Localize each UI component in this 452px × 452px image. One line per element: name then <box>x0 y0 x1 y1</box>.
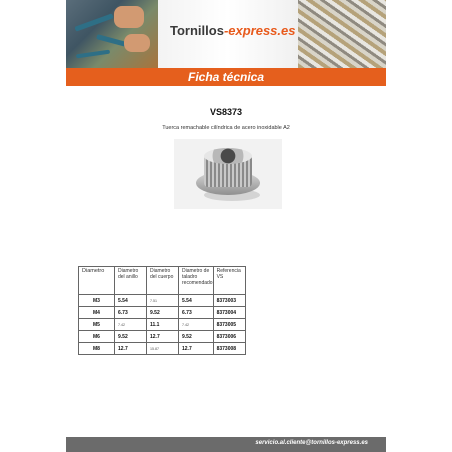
cell-ring: 12.7 <box>115 343 147 355</box>
cell-drill: 7.42 <box>179 319 214 331</box>
cell-body: 7.51 <box>147 295 179 307</box>
header-banner-image <box>66 0 386 68</box>
cell-drill: 9.52 <box>179 331 214 343</box>
product-code: VS8373 <box>209 107 243 117</box>
cell-size: M5 <box>79 319 115 331</box>
footer-bar <box>66 437 386 452</box>
cell-size: M4 <box>79 307 115 319</box>
screws-photo <box>298 0 386 68</box>
spec-table <box>78 266 246 355</box>
company-logo <box>170 23 296 38</box>
header-body: Diametro del cuerpo <box>147 267 179 295</box>
section-banner: Ficha técnica <box>66 68 386 86</box>
table-row <box>79 295 246 307</box>
header-diametro: Diametro <box>79 267 115 295</box>
logo-accent-text: -express.es <box>223 23 296 38</box>
table-header-row <box>79 267 246 295</box>
cell-body: 12.7 <box>147 331 179 343</box>
cell-ring: 9.52 <box>115 331 147 343</box>
cell-body: 11.1 <box>147 319 179 331</box>
cell-ref: 8373006 <box>213 331 245 343</box>
cell-size: M8 <box>79 343 115 355</box>
cell-ring: 6.73 <box>115 307 147 319</box>
cell-ring: 7.42 <box>115 319 147 331</box>
table-row <box>79 307 246 319</box>
header-reference: Referencia VS <box>213 267 245 295</box>
datasheet-page <box>66 0 386 452</box>
cell-ref: 8373004 <box>213 307 245 319</box>
table-row <box>79 319 246 331</box>
cell-ring: 5.54 <box>115 295 147 307</box>
logo-main-text: Tornillos <box>170 23 224 38</box>
table-row <box>79 343 246 355</box>
tools-photo <box>66 0 158 68</box>
cell-ref: 8373003 <box>213 295 245 307</box>
cell-body: 15.87 <box>147 343 179 355</box>
cell-drill: 5.54 <box>179 295 214 307</box>
cell-ref: 8373005 <box>213 319 245 331</box>
cell-drill: 6.73 <box>179 307 214 319</box>
table-row <box>79 331 246 343</box>
footer-email[interactable]: servicio.al.cliente@tornillos-express.es <box>255 440 368 446</box>
cell-ref: 8373008 <box>213 343 245 355</box>
cell-body: 9.52 <box>147 307 179 319</box>
header-drill: Diametro de taladro recomendado <box>179 267 214 295</box>
cell-size: M6 <box>79 331 115 343</box>
cell-drill: 12.7 <box>179 343 214 355</box>
header-ring: Diametro del anillo <box>115 267 147 295</box>
product-description: Tuerca remachable cilíndrica de acero inoxidable A2 <box>162 125 290 131</box>
cell-size: M3 <box>79 295 115 307</box>
product-photo <box>174 139 282 209</box>
